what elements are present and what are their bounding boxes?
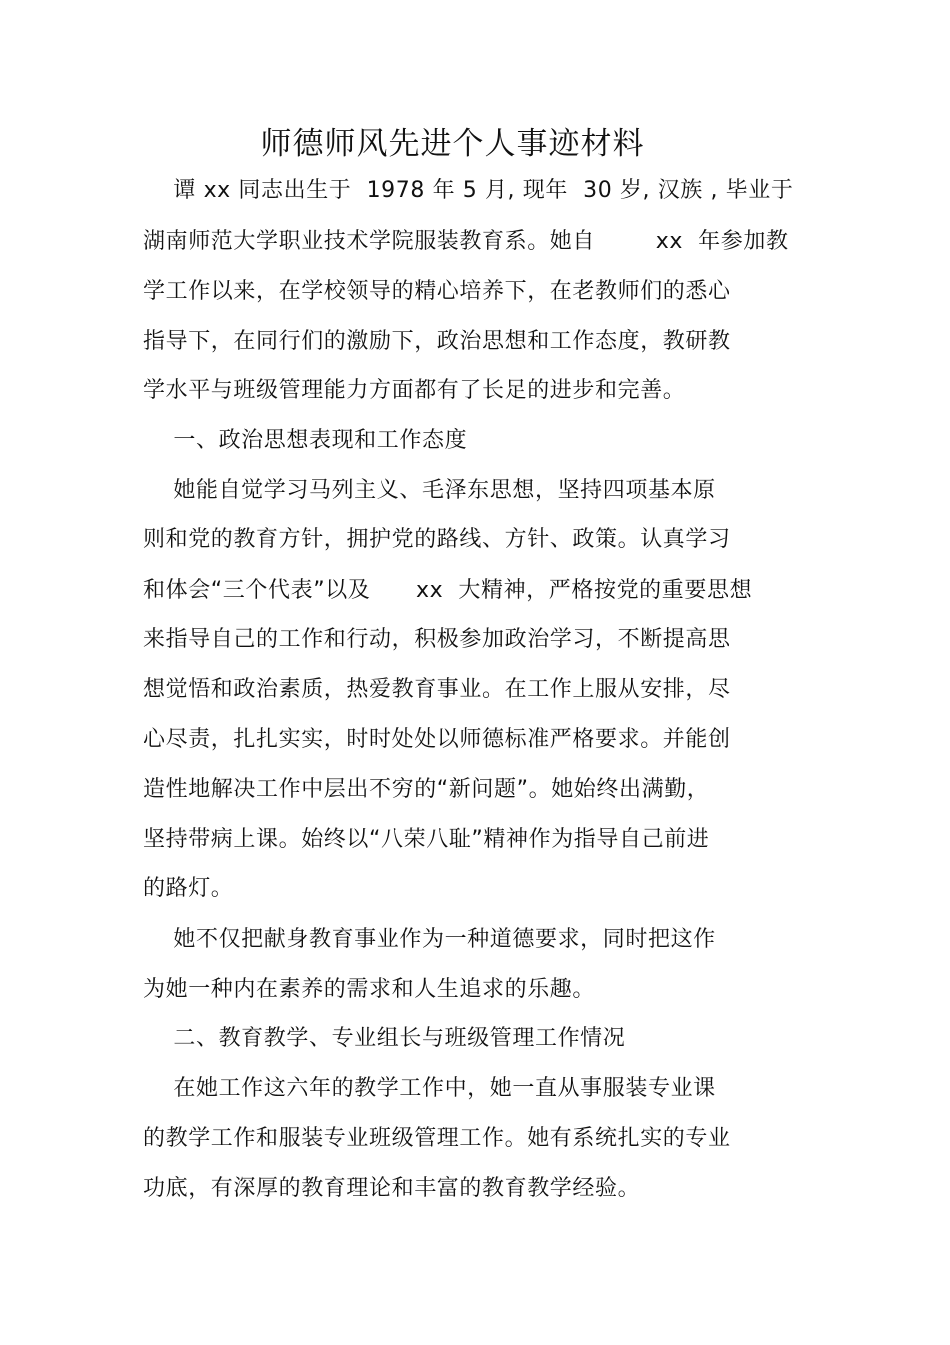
body-line: 学工作以来，在学校领导的精心培养下，在老教师们的悉心: [143, 279, 731, 304]
body-line: 的教学工作和服装专业班级管理工作。她有系统扎实的专业: [143, 1126, 731, 1151]
body-line: 则和党的教育方针，拥护党的路线、方针、政策。认真学习: [143, 527, 731, 552]
document-title: 师德师风先进个人事迹材料: [260, 126, 645, 162]
section-heading: 一、政治思想表现和工作态度: [143, 428, 468, 453]
body-line: 功底，有深厚的教育理论和丰富的教育教学经验。: [143, 1176, 641, 1201]
body-line: 在她工作这六年的教学工作中，她一直从事服装专业课: [143, 1076, 716, 1101]
body-line: 心尽责，扎扎实实，时时处处以师德标准严格要求。并能创: [143, 727, 731, 752]
body-line: 她不仅把献身教育事业作为一种道德要求，同时把这作: [143, 927, 716, 952]
body-line: 和体会“三个代表”以及 xx 大精神，严格按党的重要思想: [143, 578, 753, 603]
body-line: 指导下，在同行们的激励下，政治思想和工作态度，教研教: [143, 329, 731, 354]
body-line: 学水平与班级管理能力方面都有了长足的进步和完善。: [143, 378, 686, 403]
section-heading: 二、教育教学、专业组长与班级管理工作情况: [143, 1026, 626, 1051]
body-line: 造性地解决工作中层出不穷的“新问题”。她始终出满勤，: [143, 777, 710, 802]
body-line: 坚持带病上课。始终以“八荣八耻”精神作为指导自己前进: [143, 827, 710, 852]
body-line: 她能自觉学习马列主义、毛泽东思想，坚持四项基本原: [143, 478, 716, 503]
body-line: 为她一种内在素养的需求和人生追求的乐趣。: [143, 977, 596, 1002]
body-line: 谭 xx 同志出生于 1978 年 5 月, 现年 30 岁, 汉族 , 毕业于: [143, 178, 794, 203]
body-line: 的路灯。: [143, 876, 234, 901]
body-line: 来指导自己的工作和行动，积极参加政治学习，不断提高思: [143, 627, 731, 652]
body-line: 想觉悟和政治素质，热爱教育事业。在工作上服从安排，尽: [143, 677, 731, 702]
body-line: 湖南师范大学职业技术学院服装教育系。她自 xx 年参加教: [143, 229, 789, 254]
